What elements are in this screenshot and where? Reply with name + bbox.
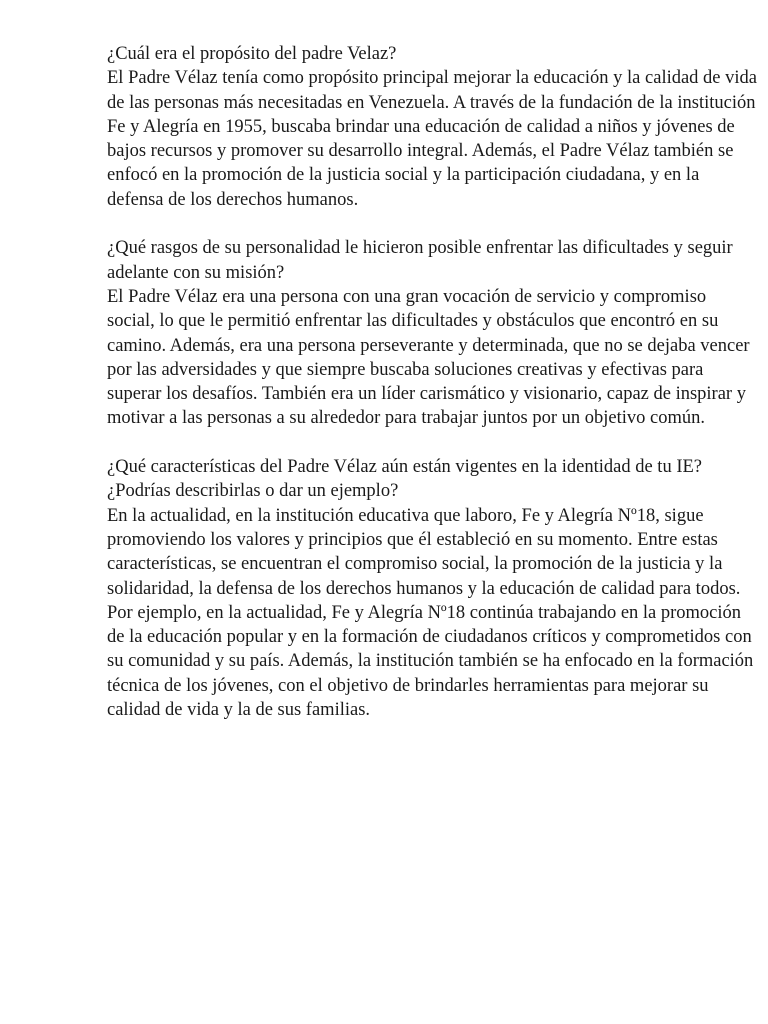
- question-2: ¿Qué rasgos de su personalidad le hicieron posible enfrentar las dificultades y seguir adelante con su misión?: [107, 238, 733, 283]
- qa-section-3: [107, 455, 757, 722]
- qa-section-1: [107, 42, 757, 212]
- answer-3: En la actualidad, en la institución educativa que laboro, Fe y Alegría Nº18, sigue promoviendo los valores y principios que él estableció en su momento. Entre estas características, se encuentran el compromiso social, la promoción de la justicia y la solidaridad, la defensa de los derechos humanos y la educación de calidad para todos. Por ejemplo, en la actualidad, Fe y Alegría Nº18 continúa trabajando en la promoción de la educación popular y en la formación de ciudadanos críticos y comprometidos con su comunidad y su país. Además, la institución también se ha enfocado en la formación técnica de los jóvenes, con el objetivo de brindarles herramientas para mejorar su calidad de vida y la de sus familias.: [107, 505, 754, 721]
- answer-1: El Padre Vélaz tenía como propósito principal mejorar la educación y la calidad de vida de las personas más necesitadas en Venezuela. A través de la fundación de la institución Fe y Alegría en 1955, buscaba brindar una educación de calidad a niños y jóvenes de bajos recursos y promover su desarrollo integral. Además, el Padre Vélaz también se enfocó en la promoción de la justicia social y la participación ciudadana, y en la defensa de los derechos humanos.: [107, 68, 757, 210]
- question-1: ¿Cuál era el propósito del padre Velaz?: [107, 44, 397, 64]
- document-page: [107, 42, 757, 747]
- answer-2: El Padre Vélaz era una persona con una gran vocación de servicio y compromiso social, lo que le permitió enfrentar las dificultades y obstáculos que encontró en su camino. Además, era una persona perseverante y determinada, que no se dejaba vencer por las adversidades y que siempre buscaba soluciones creativas y efectivas para superar los desafíos. También era un líder carismático y visionario, capaz de inspirar y motivar a las personas a su alrededor para trabajar juntos por un objetivo común.: [107, 286, 750, 429]
- qa-section-2: [107, 236, 757, 430]
- question-3: ¿Qué características del Padre Vélaz aún están vigentes en la identidad de tu IE? ¿Podrías describirlas o dar un ejemplo?: [107, 457, 702, 502]
